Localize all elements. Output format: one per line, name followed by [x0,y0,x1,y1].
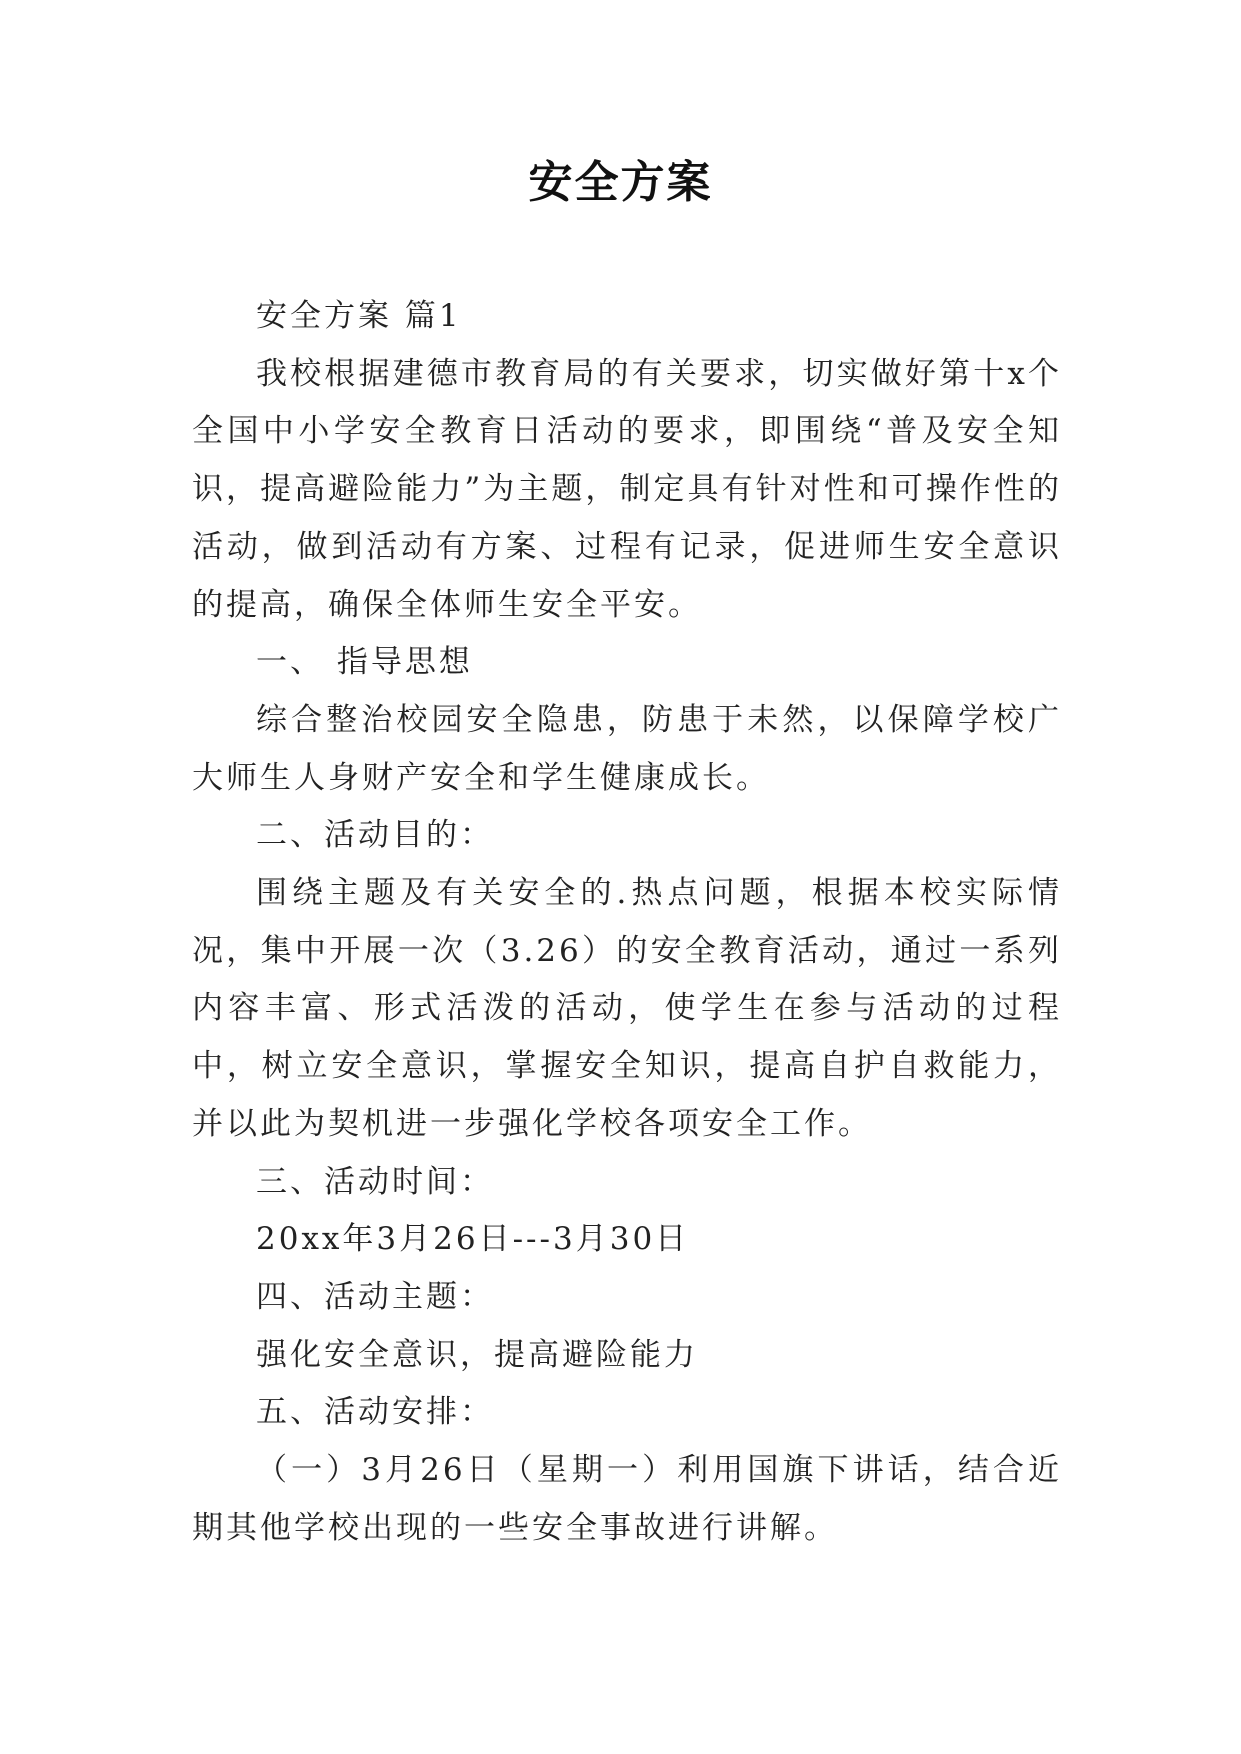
section-heading-purpose: 二、活动目的： [256,817,494,854]
time-paragraph: 20xx年3月26日---3月30日 [256,1221,690,1258]
document-body [192,288,1062,1557]
section-heading-theme: 四、活动主题： [256,1278,494,1315]
intro-paragraph: 我校根据建德市教育局的有关要求，切实做好第十x个全国中小学安全教育日活动的要求，即围绕“普及安全知识，提高避险能力”为主题，制定具有针对性和可操作性的活动，做到活动有方案、过程有记录，促进师生安全意识的提高，确保全体师生安全平安。 [192,355,1062,623]
purpose-paragraph: 围绕主题及有关安全的.热点问题，根据本校实际情况，集中开展一次（3.26）的安全教育活动，通过一系列内容丰富、形式活泼的活动，使学生在参与活动的过程中，树立安全意识，掌握安全知识，提高自护自救能力，并以此为契机进一步强化学校各项安全工作。 [192,875,1062,1142]
section-heading-time: 三、活动时间： [256,1163,494,1200]
document-title: 安全方案 [528,157,713,208]
section-heading-arrangement: 五、活动安排： [256,1394,494,1431]
theme-paragraph: 强化安全意识，提高避险能力 [256,1336,698,1373]
arrangement-item-1: （一）3月26日（星期一）利用国旗下讲话，结合近期其他学校出现的一些安全事故进行讲解。 [192,1452,1062,1546]
section-heading-guiding-ideology: 一、 指导思想 [256,644,473,681]
guiding-ideology-paragraph: 综合整治校园安全隐患，防患于未然，以保障学校广大师生人身财产安全和学生健康成长。 [192,701,1062,796]
section-heading-part1: 安全方案 篇1 [256,298,462,334]
